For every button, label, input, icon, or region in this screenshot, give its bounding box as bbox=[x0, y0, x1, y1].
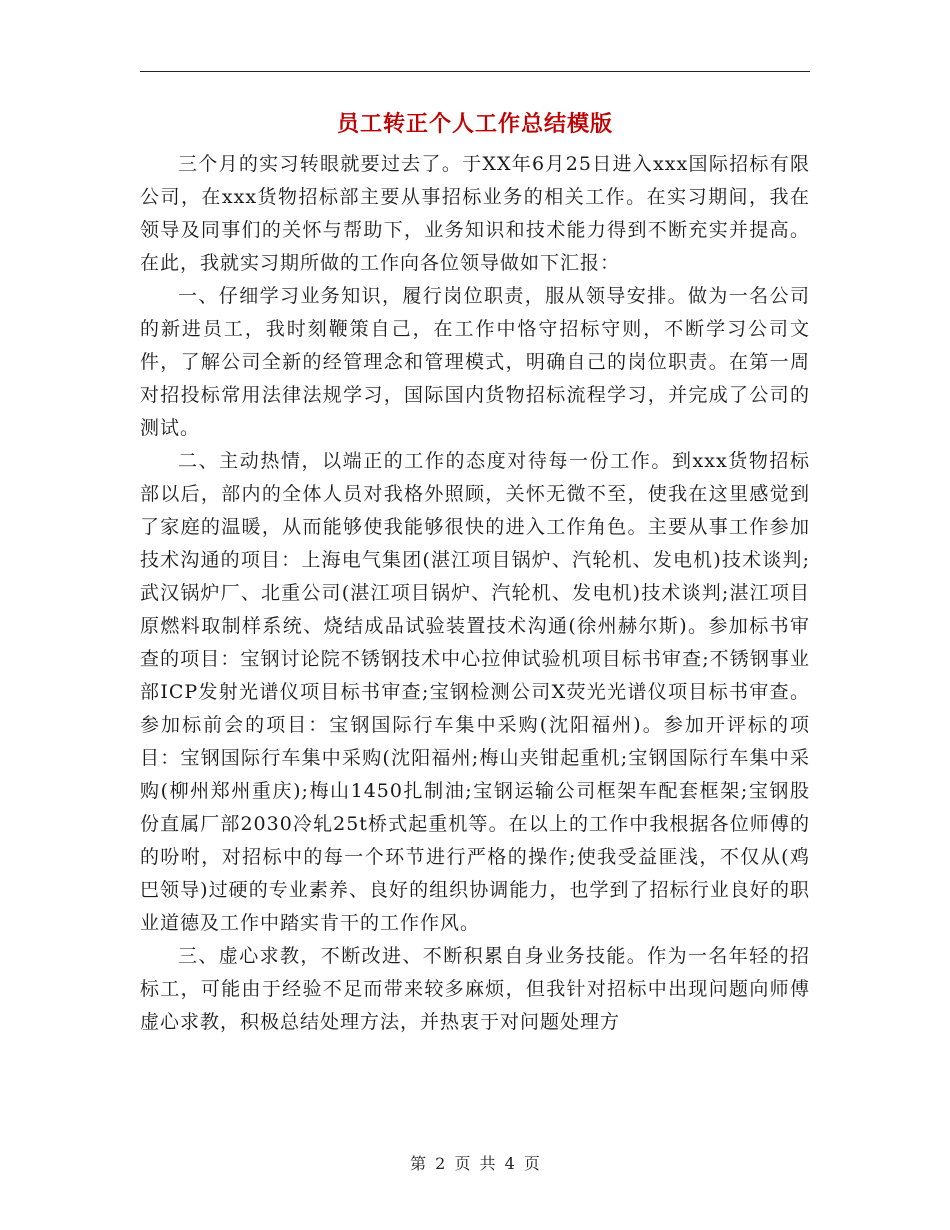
paragraph-section-2: 二、主动热情，以端正的工作的态度对待每一份工作。到xxx货物招标部以后，部内的全体人员对我格外照顾，关怀无微不至，使我在这里感觉到了家庭的温暖，从而能够使我能够很快的进入工作角色。主要从事工作参加技术沟通的项目：上海电气集团(湛江项目锅炉、汽轮机、发电机)技术谈判;武汉锅炉厂、北重公司(湛江项目锅炉、汽轮机、发电机)技术谈判;湛江项目原燃料取制样系统、烧结成品试验装置技术沟通(徐州赫尔斯)。参加标书审查的项目：宝钢讨论院不锈钢技术中心拉伸试验机项目标书审查;不锈钢事业部ICP发射光谱仪项目标书审查;宝钢检测公司X荧光光谱仪项目标书审查。参加标前会的项目：宝钢国际行车集中采购(沈阳福州)。参加开评标的项目：宝钢国际行车集中采购(沈阳福州;梅山夹钳起重机;宝钢国际行车集中采购(柳州郑州重庆);梅山1450扎制油;宝钢运输公司框架车配套框架;宝钢股份直属厂部2030冷轧25t桥式起重机等。在以上的工作中我根据各位师傅的的吩咐，对招标中的每一个环节进行严格的操作;使我受益匪浅，不仅从(鸡巴领导)过硬的专业素养、良好的组织协调能力，也学到了招标行业良好的职业道德及工作中踏实肯干的工作作风。 bbox=[140, 450, 810, 934]
paragraph-section-3: 三、虚心求教，不断改进、不断积累自身业务技能。作为一名年轻的招标工，可能由于经验不足而带来较多麻烦，但我针对招标中出现问题向师傅虚心求教，积极总结处理方法，并热衷于对问题处理方 bbox=[140, 945, 810, 1033]
document-body bbox=[140, 148, 810, 1039]
document-title: 员工转正个人工作总结模版 bbox=[336, 111, 613, 137]
paragraph-section-1: 一、仔细学习业务知识，履行岗位职责，服从领导安排。做为一名公司的新进员工，我时刻鞭策自己，在工作中恪守招标守则，不断学习公司文件，了解公司全新的经管理念和管理模式，明确自己的岗位职责。在第一周对招投标常用法律法规学习，国际国内货物招标流程学习，并完成了公司的测试。 bbox=[140, 285, 810, 439]
page-number: 第 2 页 共 4 页 bbox=[410, 1154, 540, 1173]
paragraph-intro: 三个月的实习转眼就要过去了。于XX年6月25日进入xxx国际招标有限公司，在xxx货物招标部主要从事招标业务的相关工作。在实习期间，我在领导及同事们的关怀与帮助下，业务知识和技术能力得到不断充实并提高。在此，我就实习期所做的工作向各位领导做如下汇报： bbox=[140, 153, 810, 274]
header-rule bbox=[140, 71, 810, 72]
